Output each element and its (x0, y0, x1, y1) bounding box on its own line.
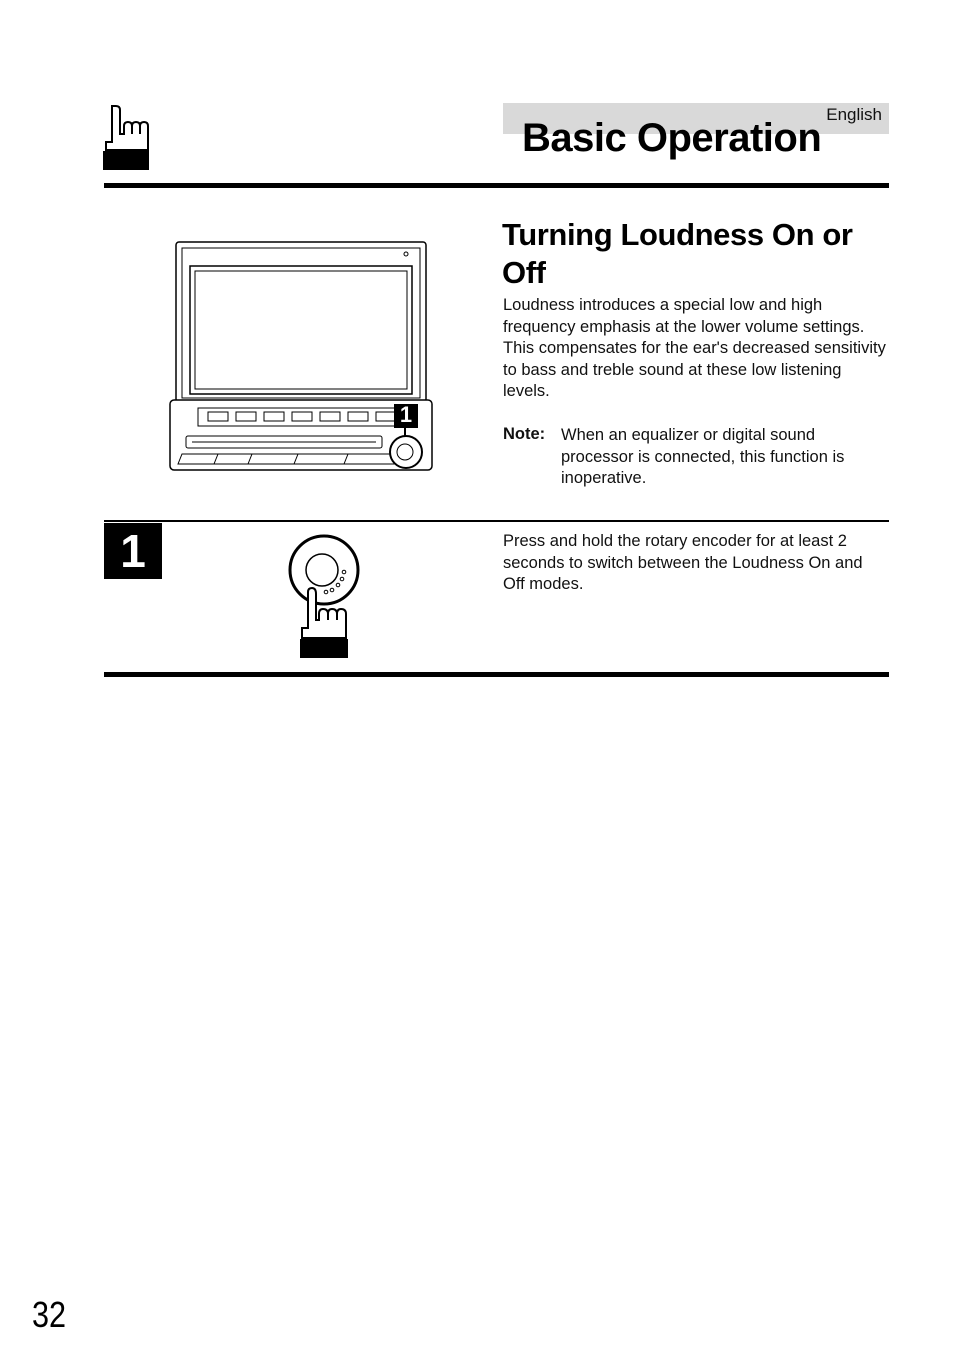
pointing-hand-icon (103, 104, 151, 172)
rotary-encoder-press-icon (288, 532, 360, 660)
bottom-divider (104, 672, 889, 677)
callout-number: 1 (399, 402, 413, 427)
note-text: When an equalizer or digital sound processor is connected, this function is inoperative. (561, 426, 845, 488)
step-divider (104, 520, 889, 522)
language-label: English (826, 105, 882, 124)
page-number: 32 (32, 1294, 67, 1335)
note-label: Note: (503, 425, 546, 443)
step-instruction: Press and hold the rotary encoder for at least 2 seconds to switch between the Loudness On and Off modes. (503, 532, 863, 594)
section-title: Basic Operation (522, 116, 822, 160)
head-unit-illustration (168, 240, 434, 472)
header-divider (104, 183, 889, 188)
topic-title: Turning Loudness On or Off (502, 217, 853, 290)
step-number: 1 (104, 523, 162, 579)
topic-description: Loudness introduces a special low and high frequency emphasis at the lower volume settings. This compensates for the ear's decreased sensitivity to bass and treble sound at these low listening levels. (503, 296, 886, 401)
